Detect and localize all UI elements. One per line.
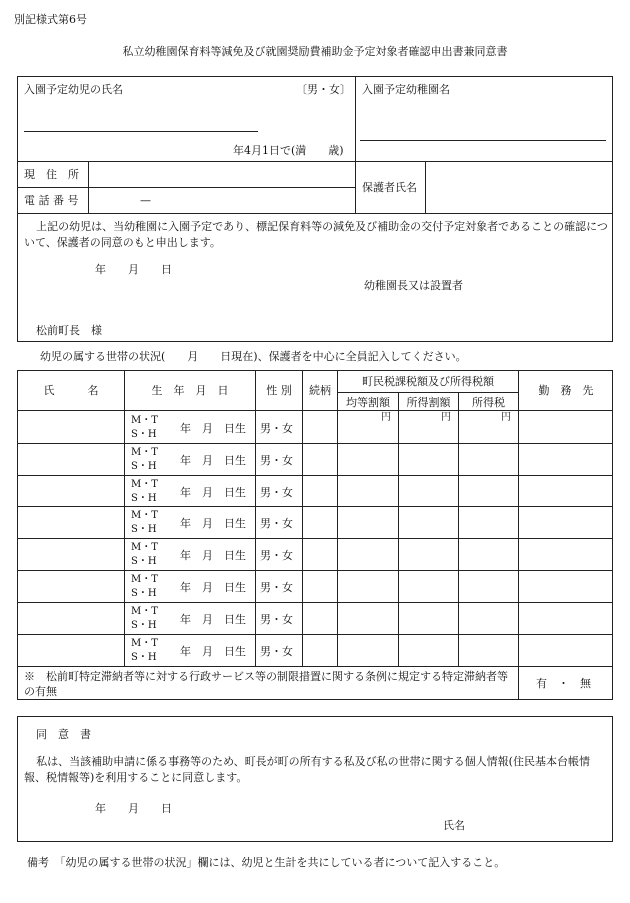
- header-name: 氏 名: [43, 384, 99, 397]
- header-workplace: 勤 務 先: [538, 384, 594, 397]
- row-era-2: S・H: [131, 493, 157, 504]
- row-era-1: M・T: [131, 638, 158, 649]
- row-birth-date: 年 月 日生: [180, 422, 246, 435]
- row-era-2: S・H: [131, 620, 157, 631]
- statement-date: 年 月 日: [95, 263, 172, 276]
- principal-label: 幼稚園長又は設置者: [364, 279, 463, 292]
- row-birth-date: 年 月 日生: [180, 645, 246, 658]
- row-era-1: M・T: [131, 447, 158, 458]
- row-era-2: S・H: [131, 556, 157, 567]
- row-era-1: M・T: [131, 542, 158, 553]
- kindergarten-field[interactable]: [360, 140, 606, 141]
- delinquency-note: ※ 松前町特定滞納者等に対する行政サービス等の制限措置に関する条例に規定する特定滞納者等の有無: [24, 670, 508, 699]
- row-gender: 男・女: [260, 549, 293, 562]
- consent-date: 年 月 日: [95, 802, 172, 815]
- row-era-1: M・T: [131, 479, 158, 490]
- guardian-label: 保護者氏名: [362, 181, 417, 194]
- form-title: 私立幼稚園保育料等減免及び就園奨励費補助金予定対象者確認申出書兼同意書: [122, 45, 508, 58]
- row-era-2: S・H: [131, 429, 157, 440]
- header-equal: 均等割額: [346, 396, 390, 409]
- remarks: 備考 「幼児の属する世帯の状況」欄には、幼児と生計を共にしている者について記入すること。: [27, 856, 506, 869]
- row-era-2: S・H: [131, 524, 157, 535]
- child-name-field[interactable]: [24, 131, 258, 132]
- household-table: [17, 370, 613, 700]
- consent-title: 同 意 書: [36, 728, 91, 741]
- row-yen-income-tax: 円: [501, 412, 511, 423]
- row-gender: 男・女: [260, 645, 293, 658]
- row-birth-date: 年 月 日生: [180, 613, 246, 626]
- row-era-1: M・T: [131, 606, 158, 617]
- delinquency-choice[interactable]: 有 ・ 無: [536, 677, 591, 690]
- household-intro: 幼児の属する世帯の状況( 月 日現在)、保護者を中心に全員記入してください。: [40, 350, 467, 363]
- address-label: 現 住 所: [24, 168, 79, 181]
- row-gender: 男・女: [260, 486, 293, 499]
- row-birth-date: 年 月 日生: [180, 581, 246, 594]
- phone-field[interactable]: [89, 188, 354, 213]
- row-yen-equal: 円: [381, 412, 391, 423]
- form-number: 別記様式第6号: [14, 13, 87, 26]
- consent-name-label: 氏名: [443, 819, 465, 832]
- header-relation: 続柄: [309, 384, 331, 397]
- consent-body: 私は、当該補助申請に係る事務等のため、町長が町の所有する私及び私の世帯に関する個人情報(住民基本台帳情報、税情報等)を利用することに同意します。: [24, 755, 590, 784]
- row-yen-income-share: 円: [441, 412, 451, 423]
- header-tax-group: 町民税課税額及び所得税額: [362, 375, 494, 388]
- row-gender: 男・女: [260, 581, 293, 594]
- row-era-2: S・H: [131, 461, 157, 472]
- statement: 上記の幼児は、当幼稚園に入園予定であり、標記保育料等の減免及び補助金の交付予定対象者であることの確認について、保護者の同意のもと申出します。: [24, 220, 608, 249]
- row-era-2: S・H: [131, 652, 157, 663]
- row-era-1: M・T: [131, 415, 158, 426]
- age-label: 年4月1日で(満 歳): [233, 144, 344, 157]
- row-gender: 男・女: [260, 517, 293, 530]
- row-gender: 男・女: [260, 613, 293, 626]
- row-era-1: M・T: [131, 574, 158, 585]
- address-field[interactable]: [89, 162, 354, 187]
- row-birth-date: 年 月 日生: [180, 517, 246, 530]
- row-birth-date: 年 月 日生: [180, 486, 246, 499]
- row-birth-date: 年 月 日生: [180, 549, 246, 562]
- header-birth: 生 年 月 日: [151, 384, 229, 397]
- row-gender: 男・女: [260, 422, 293, 435]
- phone-dash: —: [140, 194, 151, 207]
- row-gender: 男・女: [260, 454, 293, 467]
- addressee: 松前町長 様: [36, 324, 102, 337]
- gender-label: 〔男・女〕: [296, 83, 351, 96]
- phone-label: 電 話 番 号: [24, 194, 79, 207]
- row-era-1: M・T: [131, 510, 158, 521]
- header-gender: 性 別: [266, 384, 292, 397]
- row-era-2: S・H: [131, 588, 157, 599]
- header-income-tax: 所得税: [472, 396, 505, 409]
- header-income-share: 所得割額: [406, 396, 451, 409]
- child-name-label: 入園予定幼児の氏名: [24, 83, 123, 96]
- row-birth-date: 年 月 日生: [180, 454, 246, 467]
- guardian-field[interactable]: [426, 162, 612, 213]
- kindergarten-label: 入園予定幼稚園名: [362, 83, 450, 96]
